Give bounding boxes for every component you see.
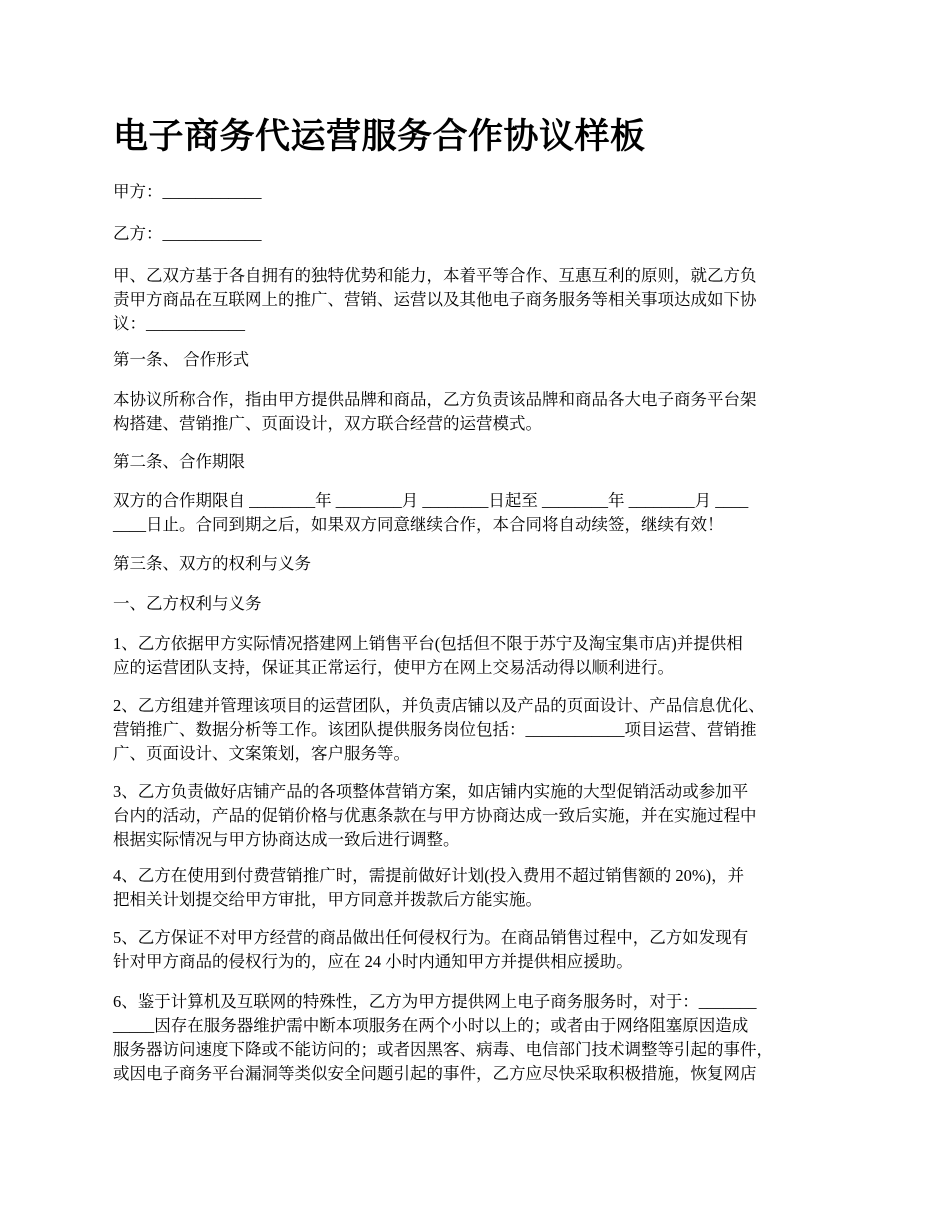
clause-5 [113,926,748,974]
text-line: 第三条、双方的权利与义务 [113,554,311,573]
document-title: 电子商务代运营服务合作协议样板 [113,117,646,157]
text-line: 营销推广、数据分析等工作。该团队提供服务岗位包括：____________项目运营、营销推 [113,720,757,739]
text-line: _____因存在服务器维护需中断本项服务在两个小时以上的；或者由于网络阻塞原因造成 [113,1016,749,1035]
text-line: 乙方：____________ [113,224,262,243]
text-line: 服务器访问速度下降或不能访问的；或者因黑客、病毒、电信部门技术调整等引起的事件， [113,1040,773,1059]
text-line: 台内的活动，产品的促销价格与优惠条款在与甲方协商达成一致后实施，并在实施过程中 [113,806,757,825]
text-line: 第二条、合作期限 [113,452,245,471]
text-line: 责甲方商品在互联网上的推广、营销、运营以及其他电子商务服务等相关事项达成如下协 [113,290,757,309]
clause-4 [113,864,744,912]
text-line: 议：____________ [113,314,245,333]
text-line: 一、乙方权利与义务 [113,594,262,613]
text-line: 根据实际情况与甲方协商达成一致后进行调整。 [113,830,460,849]
article-1-body [113,388,757,436]
section-1-heading [113,592,262,616]
clause-6 [113,990,773,1086]
text-line: 应的运营团队支持，保证其正常运行，使甲方在网上交易活动得以顺利进行。 [113,658,674,677]
clause-1 [113,632,743,680]
text-line: 双方的合作期限自 ________年 ________月 ________日起至 ________年 ________月 ____ [113,491,749,510]
text-line: 3、乙方负责做好店铺产品的各项整体营销方案，如店铺内实施的大型促销活动或参加平 [113,782,749,801]
text-line: 5、乙方保证不对甲方经营的商品做出任何侵权行为。在商品销售过程中，乙方如发现有 [113,928,749,947]
text-line: 本协议所称合作，指由甲方提供品牌和商品，乙方负责该品牌和商品各大电子商务平台架 [113,390,757,409]
text-line: 或因电子商务平台漏洞等类似安全问题引起的事件，乙方应尽快采取积极措施，恢复网店 [113,1064,757,1083]
article-1-heading [113,348,249,372]
article-3-heading [113,552,311,576]
text-line: 甲、乙双方基于各自拥有的独特优势和能力，本着平等合作、互惠互利的原则，就乙方负 [113,266,757,285]
text-line: 1、乙方依据甲方实际情况搭建网上销售平台(包括但不限于苏宁及淘宝集市店)并提供相 [113,634,743,653]
text-line: 把相关计划提交给甲方审批，甲方同意并拨款后方能实施。 [113,890,542,909]
text-line: 构搭建、营销推广、页面设计，双方联合经营的运营模式。 [113,414,542,433]
text-line: 广、页面设计、文案策划，客户服务等。 [113,744,410,763]
article-2-heading [113,450,245,474]
text-line: 甲方：____________ [113,182,262,201]
clause-2 [113,694,765,766]
text-line: ____日止。合同到期之后，如果双方同意继续合作，本合同将自动续签，继续有效！ [113,515,724,534]
clause-3 [113,780,757,852]
text-line: 4、乙方在使用到付费营销推广时，需提前做好计划(投入费用不超过销售额的 20%)，并 [113,866,745,885]
text-line: 第一条、 合作形式 [113,350,250,369]
text-line: 针对甲方商品的侵权行为的，应在 24 小时内通知甲方并提供相应援助。 [113,952,633,971]
text-line: 6、鉴于计算机及互联网的特殊性，乙方为甲方提供网上电子商务服务时，对于：_______ [113,992,757,1011]
preamble-paragraph [113,264,757,336]
party-a-line [113,180,262,204]
article-2-body [113,489,748,537]
text-line: 2、乙方组建并管理该项目的运营团队，并负责店铺以及产品的页面设计、产品信息优化、 [113,696,765,715]
party-b-line [113,222,262,246]
